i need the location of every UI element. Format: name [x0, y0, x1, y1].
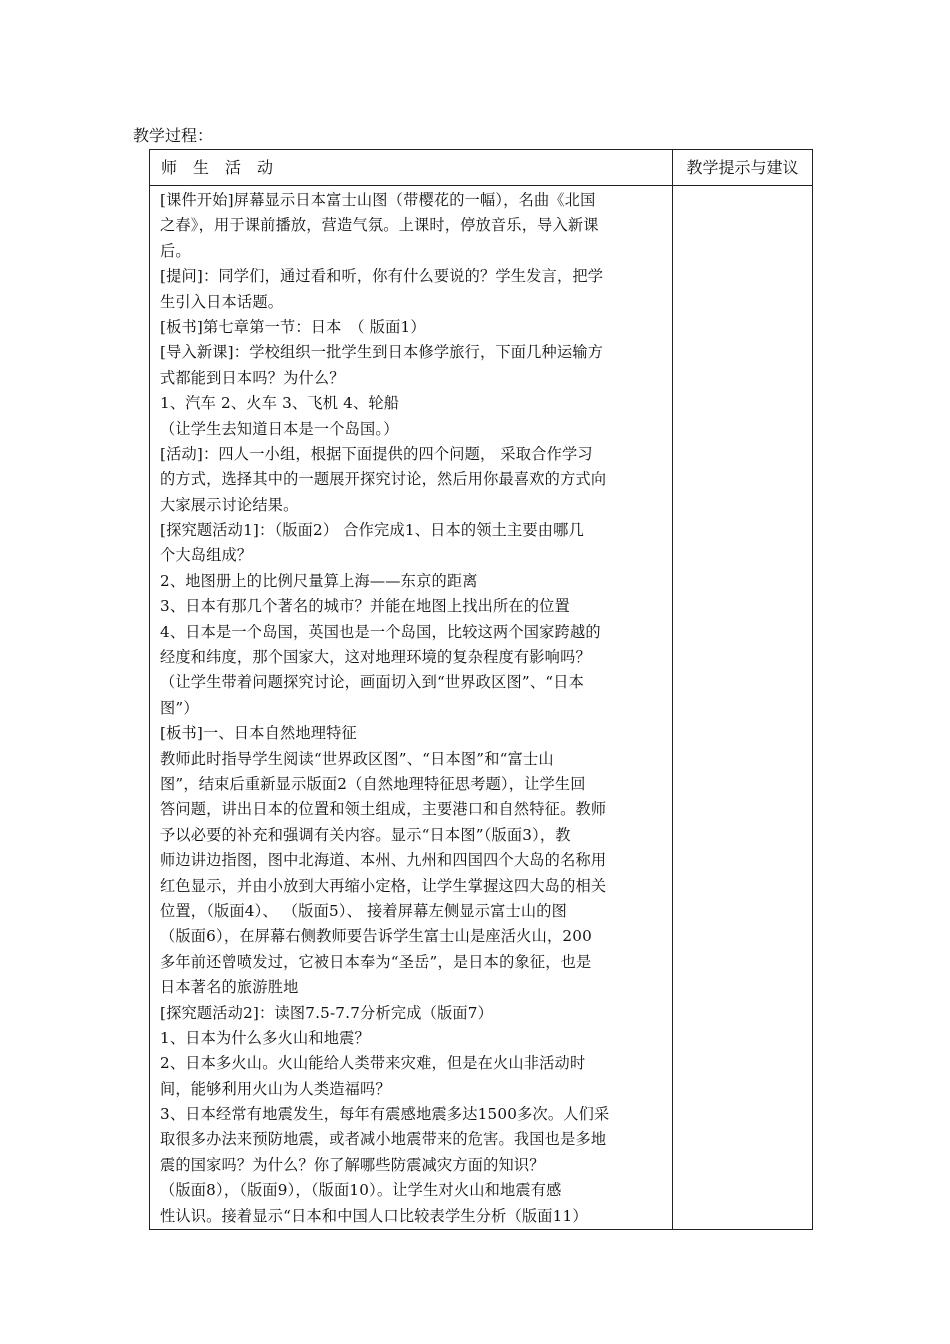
activity-line: 日本著名的旅游胜地 [160, 978, 299, 997]
activity-line: 2、日本多火山。火山能给人类带来灾难，但是在火山非活动时 [160, 1054, 586, 1073]
activity-line: 1、汽车 2、火车 3、飞机 4、轮船 [160, 394, 400, 413]
activity-line: 震的国家吗？为什么？你了解哪些防震减灾方面的知识？ [160, 1155, 545, 1174]
activity-line: （版面6），在屏幕右侧教师要告诉学生富士山是座活火山，200 [160, 927, 592, 946]
activity-line: 间，能够利用火山为人类造福吗？ [160, 1079, 391, 1098]
activity-line: [课件开始]屏幕显示日本富士山图（带樱花的一幅），名曲《北国 [160, 191, 596, 209]
activity-line: 3、日本有那几个著名的城市？并能在地图上找出所在的位置 [160, 597, 570, 616]
activity-line: 红色显示，并由小放到大再缩小定格，让学生掌握这四大岛的相关 [160, 876, 607, 895]
activity-line: [探究题活动2]：读图7.5-7.7分析完成（版面7） [160, 1003, 494, 1022]
teaching-tips-cell [673, 186, 813, 1230]
activity-line: 多年前还曾喷发过，它被日本奉为“圣岳”，是日本的象征，也是 [160, 952, 592, 971]
activity-line: 师边讲边指图，图中北海道、本州、九州和四国四个大岛的名称用 [160, 851, 607, 870]
activity-line: 1、日本为什么多火山和地震？ [160, 1028, 370, 1047]
activity-line: 位置，（版面4）、 （版面5）、 接着屏幕左侧显示富士山的图 [160, 901, 568, 920]
activity-content-cell [150, 186, 673, 1230]
activity-line: 个大岛组成？ [160, 546, 253, 565]
activity-line: 3、日本经常有地震发生，每年有震感地震多达1500多次。人们采 [160, 1105, 610, 1124]
activity-line: （让学生带着问题探究讨论，画面切入到“世界政区图”、“日本 [160, 673, 584, 692]
activity-line: 取很多办法来预防地震，或者减小地震带来的危害。我国也是多地 [160, 1130, 607, 1149]
activity-line: 之春》，用于课前播放，营造气氛。上课时，停放音乐，导入新课 [160, 216, 599, 235]
activity-line: （让学生去知道日本是一个岛国。） [160, 419, 399, 438]
activity-line: 教师此时指导学生阅读“世界政区图”、“日本图”和“富士山 [160, 749, 554, 768]
activity-line: 图”） [160, 698, 199, 717]
activity-line: 经度和纬度，那个国家大，这对地理环境的复杂程度有影响吗？ [160, 648, 591, 667]
activity-line: [提问]：同学们，通过看和听，你有什么要说的？学生发言，把学 [160, 267, 604, 286]
teaching-tips-header: 教学提示与建议 [673, 150, 813, 186]
activity-line: 予以必要的补充和强调有关内容。显示“日本图”（版面3），教 [160, 825, 571, 844]
activity-line: （版面8），（版面9），（版面10）。让学生对火山和地震有感 [160, 1181, 562, 1200]
activity-line: 性认识。接着显示“日本和中国人口比较表学生分析（版面11） [160, 1206, 588, 1225]
activity-line: 答问题，讲出日本的位置和领土组成，主要港口和自然特征。教师 [160, 800, 607, 819]
activity-line: 的方式，选择其中的一题展开探究讨论，然后用你最喜欢的方式向 [160, 470, 607, 489]
lesson-process-table [149, 149, 813, 1230]
activity-line: 图”，结束后重新显示版面2（自然地理特征思考题），让学生回 [160, 774, 586, 793]
activity-line: 2、地图册上的比例尺量算上海——东京的距离 [160, 571, 478, 590]
activity-line: [板书]一、日本自然地理特征 [160, 724, 357, 743]
activity-line: [导入新课]：学校组织一批学生到日本修学旅行，下面几种运输方 [160, 343, 604, 362]
table-body-row [150, 186, 813, 1230]
activity-line: [板书]第七章第一节：日本 （ 版面1） [160, 317, 426, 336]
activity-line: 大家展示讨论结果。 [160, 495, 299, 514]
activity-line: [活动]：四人一小组，根据下面提供的四个问题， 采取合作学习 [160, 444, 593, 463]
activity-line: 生引入日本话题。 [160, 292, 284, 311]
activity-line: 后。 [160, 241, 191, 260]
activity-line: 4、日本是一个岛国，英国也是一个岛国，比较这两个国家跨越的 [160, 622, 601, 641]
teacher-student-activity-header: 师 生 活 动 [150, 150, 673, 186]
table-header-row [150, 150, 813, 186]
section-heading: 教学过程： [133, 126, 214, 145]
activity-line: [探究题活动1]：（版面2） 合作完成1、日本的领土主要由哪几 [160, 521, 584, 540]
activity-line: 式都能到日本吗？为什么？ [160, 368, 345, 387]
